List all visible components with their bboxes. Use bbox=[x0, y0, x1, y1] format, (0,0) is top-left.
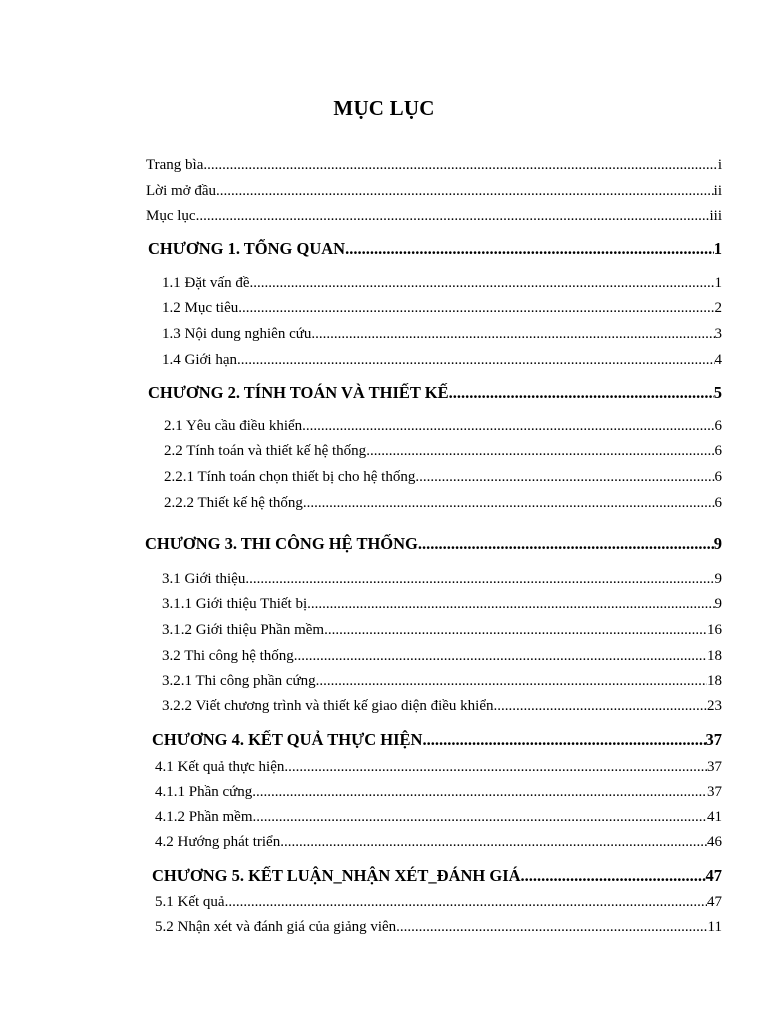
toc-dot-leader bbox=[302, 417, 714, 435]
toc-entry bbox=[162, 274, 722, 292]
toc-entry bbox=[162, 595, 722, 613]
toc-dot-leader bbox=[345, 239, 714, 259]
toc-entry bbox=[164, 417, 722, 435]
toc-page-number: 18 bbox=[707, 648, 722, 664]
toc-entry-text: 3.2.2 Viết chương trình và thiết kế giao diện điều khiển bbox=[162, 698, 494, 714]
toc-entry-text: CHƯƠNG 1. TỔNG QUAN bbox=[148, 239, 346, 258]
toc-entry-text: CHƯƠNG 2. TÍNH TOÁN VÀ THIẾT KẾ bbox=[148, 383, 449, 402]
toc-entry bbox=[162, 672, 722, 690]
toc-entry bbox=[146, 207, 722, 225]
toc-entry bbox=[155, 833, 722, 851]
toc-page-number: 1 bbox=[714, 275, 722, 291]
toc-entry-text: 4.2 Hướng phát triển bbox=[155, 834, 281, 850]
toc-page-number: 23 bbox=[707, 698, 722, 714]
toc-page-number: 11 bbox=[707, 919, 722, 935]
toc-entry bbox=[155, 893, 722, 911]
toc-entry-text: Lời mở đầu bbox=[146, 183, 217, 199]
toc-dot-leader bbox=[237, 351, 714, 369]
toc-dot-leader bbox=[449, 383, 714, 403]
toc-entry-text: 3.1.2 Giới thiệu Phần mềm bbox=[162, 622, 325, 638]
toc-chapter-entry bbox=[152, 866, 722, 886]
toc-entry bbox=[162, 697, 722, 715]
toc-entry bbox=[164, 442, 722, 460]
toc-entry-text: 1.1 Đặt vấn đề bbox=[162, 275, 250, 291]
toc-entry bbox=[155, 783, 722, 801]
toc-page-number: iii bbox=[709, 208, 722, 224]
toc-dot-leader bbox=[253, 808, 708, 826]
toc-dot-leader bbox=[324, 621, 707, 639]
toc-page-number: 6 bbox=[714, 443, 722, 459]
toc-page-number: 5 bbox=[713, 383, 722, 402]
toc-entry-text: Trang bìa bbox=[146, 157, 204, 173]
toc-dot-leader bbox=[418, 534, 714, 554]
toc-dot-leader bbox=[252, 783, 707, 801]
toc-dot-leader bbox=[415, 468, 714, 486]
toc-chapter-entry bbox=[152, 730, 722, 750]
toc-entry-text: 3.1 Giới thiệu bbox=[162, 571, 246, 587]
toc-entry bbox=[146, 182, 722, 200]
toc-page-number: 1 bbox=[713, 239, 722, 258]
toc-page-number: 37 bbox=[707, 759, 722, 775]
toc-entry-text: 2.2.2 Thiết kế hệ thống bbox=[164, 495, 303, 511]
toc-dot-leader bbox=[284, 758, 707, 776]
toc-entry bbox=[162, 325, 722, 343]
toc-page-number: 37 bbox=[705, 730, 722, 749]
toc-page-number: 41 bbox=[707, 809, 722, 825]
toc-chapter-entry bbox=[145, 534, 722, 554]
toc-chapter-entry bbox=[148, 383, 722, 403]
toc-page-number: 9 bbox=[714, 571, 722, 587]
toc-page-number: i bbox=[717, 157, 722, 173]
toc-dot-leader bbox=[225, 893, 707, 911]
toc-entry-text: CHƯƠNG 4. KẾT QUẢ THỰC HIỆN bbox=[152, 730, 423, 749]
toc-dot-leader bbox=[366, 442, 714, 460]
toc-page-number: 6 bbox=[714, 495, 722, 511]
toc-entry bbox=[164, 494, 722, 512]
toc-page-number: 16 bbox=[707, 622, 722, 638]
toc-page-number: 18 bbox=[707, 673, 722, 689]
toc-page-number: 47 bbox=[705, 866, 722, 885]
toc-page-number: 6 bbox=[714, 469, 722, 485]
toc-entry-text: 2.2.1 Tính toán chọn thiết bị cho hệ thống bbox=[164, 469, 416, 485]
toc-page-number: 6 bbox=[714, 418, 722, 434]
toc-entry bbox=[155, 808, 722, 826]
toc-entry bbox=[162, 351, 722, 369]
toc-chapter-entry bbox=[148, 239, 722, 259]
toc-dot-leader bbox=[216, 182, 714, 200]
toc-page-number: 9 bbox=[714, 596, 722, 612]
toc-entry-text: 1.4 Giới hạn bbox=[162, 352, 238, 368]
toc-entry-text: 5.2 Nhận xét và đánh giá của giảng viên bbox=[155, 919, 397, 935]
toc-entry-text: 3.2.1 Thi công phần cứng bbox=[162, 673, 316, 689]
toc-entry-text: 4.1.2 Phần mềm bbox=[155, 809, 253, 825]
toc-page-number: 37 bbox=[707, 784, 722, 800]
toc-page-number: 2 bbox=[714, 300, 722, 316]
toc-entry-text: 3.2 Thi công hệ thống bbox=[162, 648, 294, 664]
toc-entry-text: 1.2 Mục tiêu bbox=[162, 300, 239, 316]
toc-entry-text: CHƯƠNG 5. KẾT LUẬN_NHẬN XÉT_ĐÁNH GIÁ bbox=[152, 866, 521, 885]
toc-entry-text: 2.2 Tính toán và thiết kế hệ thống bbox=[164, 443, 367, 459]
toc-page-number: 46 bbox=[707, 834, 722, 850]
toc-entry-text: 5.1 Kết quả bbox=[155, 894, 225, 910]
toc-entry-text: 4.1.1 Phần cứng bbox=[155, 784, 253, 800]
toc-entry bbox=[162, 647, 722, 665]
toc-entry bbox=[162, 621, 722, 639]
toc-entry bbox=[162, 299, 722, 317]
toc-page-number: 47 bbox=[707, 894, 722, 910]
toc-dot-leader bbox=[238, 299, 714, 317]
toc-page-number: ii bbox=[713, 183, 722, 199]
toc-entry-text: Mục lục bbox=[146, 208, 196, 224]
toc-page-number: 3 bbox=[714, 326, 722, 342]
toc-dot-leader bbox=[280, 833, 707, 851]
toc-entry bbox=[155, 918, 722, 936]
toc-entry bbox=[155, 758, 722, 776]
toc-entry-text: 1.3 Nội dung nghiên cứu bbox=[162, 326, 312, 342]
toc-entry-text: CHƯƠNG 3. THI CÔNG HỆ THỐNG bbox=[145, 534, 418, 553]
toc-entry bbox=[164, 468, 722, 486]
toc-dot-leader bbox=[396, 918, 707, 936]
toc-dot-leader bbox=[303, 494, 715, 512]
toc-dot-leader bbox=[493, 697, 707, 715]
toc-dot-leader bbox=[245, 570, 714, 588]
toc-entry-text: 2.1 Yêu cầu điều khiển bbox=[164, 418, 303, 434]
toc-dot-leader bbox=[316, 672, 707, 690]
toc-page-number: 4 bbox=[714, 352, 722, 368]
toc-entry-text: 4.1 Kết quả thực hiện bbox=[155, 759, 285, 775]
toc-dot-leader bbox=[311, 325, 714, 343]
toc-dot-leader bbox=[196, 207, 710, 225]
toc-entry bbox=[146, 156, 722, 174]
toc-dot-leader bbox=[249, 274, 714, 292]
toc-dot-leader bbox=[307, 595, 714, 613]
toc-dot-leader bbox=[521, 866, 706, 886]
toc-dot-leader bbox=[294, 647, 707, 665]
toc-page-number: 9 bbox=[713, 534, 722, 553]
toc-dot-leader bbox=[422, 730, 705, 750]
toc-entry-text: 3.1.1 Giới thiệu Thiết bị bbox=[162, 596, 308, 612]
toc-entry bbox=[162, 570, 722, 588]
toc-dot-leader bbox=[203, 156, 717, 174]
page-title: MỤC LỤC bbox=[333, 96, 435, 120]
